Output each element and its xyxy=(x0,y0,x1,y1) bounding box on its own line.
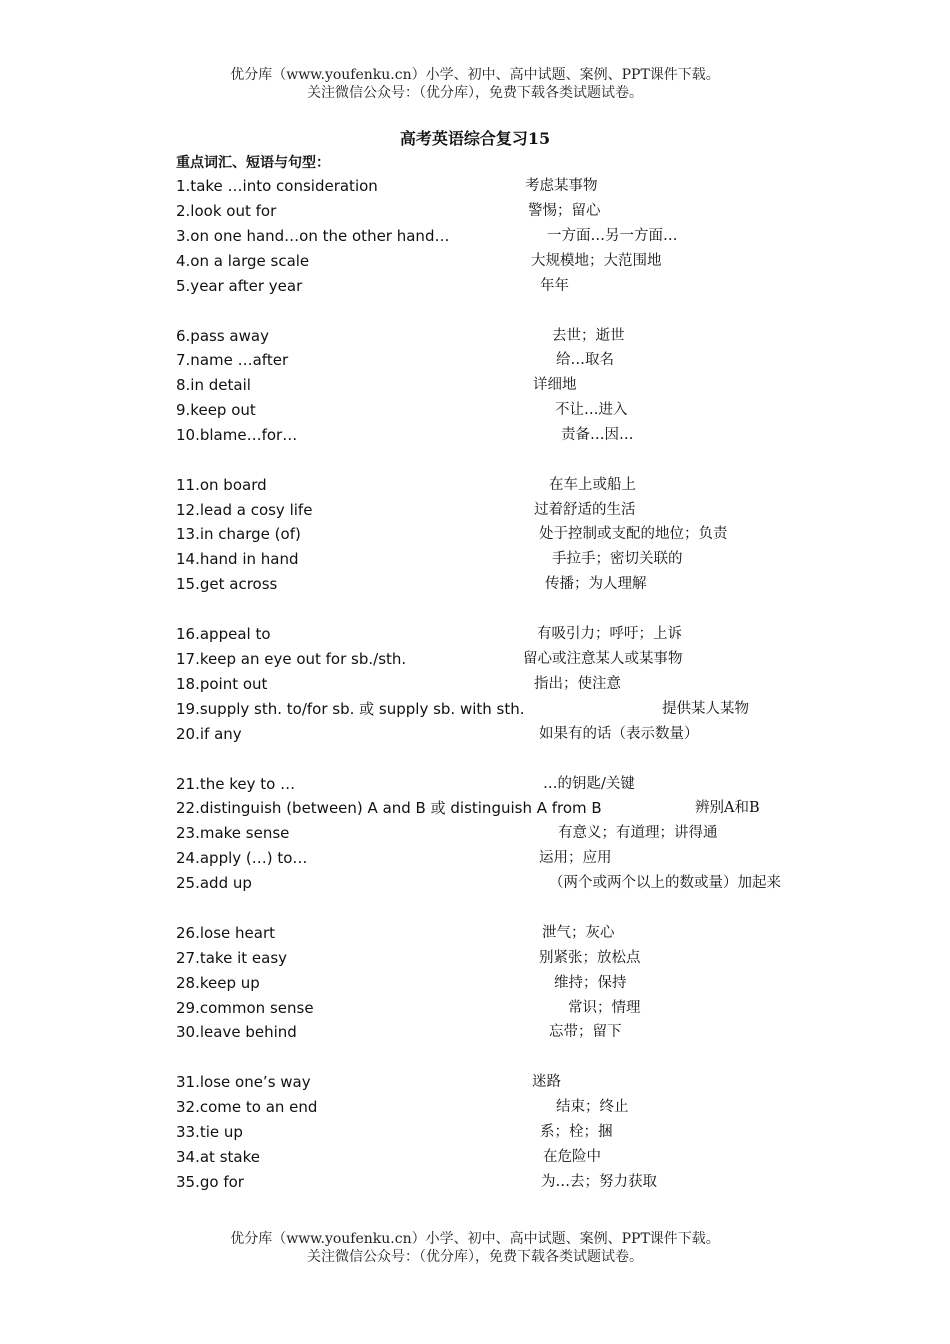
list-item xyxy=(0,326,950,348)
phrase-chinese: 有吸引力；呼吁；上诉 xyxy=(537,626,682,642)
footer-line-1: 优分库（www.youfenku.cn）小学、初中、高中试题、案例、PPT课件下载。 xyxy=(230,1231,720,1247)
phrase-english: 7.name …after xyxy=(176,351,289,369)
phrase-english: 19.supply sth. to/for sb. 或 supply sb. with sth. xyxy=(176,700,525,718)
footer-line-2: 关注微信公众号：（优分库），免费下载各类试题试卷。 xyxy=(307,1249,643,1265)
phrase-english: 5.year after year xyxy=(176,277,303,295)
phrase-english: 16.appeal to xyxy=(176,625,271,643)
phrase-chinese: 在危险中 xyxy=(543,1149,601,1165)
phrase-chinese: 结束；终止 xyxy=(556,1099,629,1115)
phrase-english: 11.on board xyxy=(176,476,267,494)
phrase-english: 22.distinguish (between) A and B 或 distinguish A from B xyxy=(176,799,602,817)
phrase-english: 28.keep up xyxy=(176,974,260,992)
phrase-chinese: 辨别A和B xyxy=(695,800,760,816)
phrase-english: 8.in detail xyxy=(176,376,251,394)
phrase-english: 3.on one hand…on the other hand… xyxy=(176,227,450,245)
list-item xyxy=(0,1172,950,1194)
list-item xyxy=(0,524,950,546)
phrase-english: 6.pass away xyxy=(176,327,269,345)
phrase-chinese: 指出；使注意 xyxy=(534,676,621,692)
phrase-chinese: 有意义；有道理；讲得通 xyxy=(558,825,718,841)
phrase-english: 9.keep out xyxy=(176,401,256,419)
list-item xyxy=(0,674,950,696)
list-item xyxy=(0,649,950,671)
phrase-english: 25.add up xyxy=(176,874,252,892)
phrase-chinese: 大规模地；大范围地 xyxy=(531,253,662,269)
phrase-chinese: 常识；情理 xyxy=(568,1000,641,1016)
list-item xyxy=(0,549,950,571)
phrase-chinese: 过着舒适的生活 xyxy=(534,502,636,518)
list-item xyxy=(0,774,950,796)
phrase-chinese: 一方面…另一方面… xyxy=(547,228,678,244)
document-title: 高考英语综合复习15 xyxy=(399,129,551,148)
section-subtitle: 重点词汇、短语与句型： xyxy=(176,155,330,171)
list-item xyxy=(0,973,950,995)
phrase-chinese: 考虑某事物 xyxy=(525,178,598,194)
phrase-chinese: 手拉手；密切关联的 xyxy=(552,551,683,567)
phrase-chinese: 提供某人某物 xyxy=(662,701,749,717)
phrase-english: 35.go for xyxy=(176,1173,244,1191)
list-item xyxy=(0,1072,950,1094)
list-item xyxy=(0,923,950,945)
phrase-english: 26.lose heart xyxy=(176,924,275,942)
phrase-english: 20.if any xyxy=(176,725,242,743)
list-item xyxy=(0,1022,950,1044)
phrase-english: 30.leave behind xyxy=(176,1023,297,1041)
phrase-chinese: 如果有的话（表示数量） xyxy=(539,726,699,742)
phrase-chinese: 泄气；灰心 xyxy=(542,925,615,941)
phrase-english: 4.on a large scale xyxy=(176,252,310,270)
list-item xyxy=(0,699,950,721)
phrase-chinese: 运用；应用 xyxy=(539,850,612,866)
phrase-chinese: 处于控制或支配的地位；负责 xyxy=(539,526,728,542)
list-item xyxy=(0,1122,950,1144)
list-item xyxy=(0,176,950,198)
phrase-english: 15.get across xyxy=(176,575,278,593)
phrase-english: 34.at stake xyxy=(176,1148,260,1166)
phrase-chinese: 警惕；留心 xyxy=(528,203,601,219)
phrase-chinese: 为…去；努力获取 xyxy=(541,1174,657,1190)
list-item xyxy=(0,1147,950,1169)
list-item xyxy=(0,873,950,895)
phrase-chinese: 去世；逝世 xyxy=(552,328,625,344)
phrase-chinese: （两个或两个以上的数或量）加起来 xyxy=(549,875,781,891)
list-item xyxy=(0,998,950,1020)
list-item xyxy=(0,948,950,970)
phrase-english: 24.apply (…) to… xyxy=(176,849,308,867)
phrase-chinese: 迷路 xyxy=(532,1074,561,1090)
phrase-chinese: 留心或注意某人或某事物 xyxy=(523,651,683,667)
phrase-chinese: 不让…进入 xyxy=(555,402,628,418)
phrase-english: 31.lose one’s way xyxy=(176,1073,311,1091)
list-item xyxy=(0,251,950,273)
list-item xyxy=(0,574,950,596)
list-item xyxy=(0,425,950,447)
header-line-2: 关注微信公众号：（优分库），免费下载各类试题试卷。 xyxy=(307,85,643,101)
list-item xyxy=(0,350,950,372)
list-item xyxy=(0,1097,950,1119)
phrase-english: 10.blame…for… xyxy=(176,426,298,444)
list-item xyxy=(0,724,950,746)
list-item xyxy=(0,624,950,646)
phrase-chinese: 给…取名 xyxy=(556,352,614,368)
phrase-chinese: 责备…因… xyxy=(561,427,634,443)
phrase-english: 32.come to an end xyxy=(176,1098,318,1116)
phrase-chinese: 年年 xyxy=(540,278,569,294)
phrase-english: 17.keep an eye out for sb./sth. xyxy=(176,650,407,668)
list-item xyxy=(0,201,950,223)
phrase-english: 13.in charge (of) xyxy=(176,525,301,543)
phrase-english: 21.the key to … xyxy=(176,775,296,793)
list-item xyxy=(0,798,950,820)
phrase-chinese: 详细地 xyxy=(533,377,577,393)
phrase-english: 14.hand in hand xyxy=(176,550,299,568)
phrase-english: 23.make sense xyxy=(176,824,290,842)
phrase-english: 33.tie up xyxy=(176,1123,243,1141)
list-item xyxy=(0,500,950,522)
page-header xyxy=(0,66,950,102)
list-item xyxy=(0,375,950,397)
phrase-chinese: …的钥匙/关键 xyxy=(543,776,635,792)
phrase-english: 2.look out for xyxy=(176,202,277,220)
list-item xyxy=(0,848,950,870)
header-line-1: 优分库（www.youfenku.cn）小学、初中、高中试题、案例、PPT课件下载。 xyxy=(230,67,720,83)
list-item xyxy=(0,400,950,422)
phrase-english: 27.take it easy xyxy=(176,949,288,967)
list-item xyxy=(0,475,950,497)
phrase-english: 18.point out xyxy=(176,675,268,693)
list-item xyxy=(0,276,950,298)
phrase-english: 1.take …into consideration xyxy=(176,177,378,195)
phrase-chinese: 系；栓；捆 xyxy=(540,1124,613,1140)
phrase-chinese: 在车上或船上 xyxy=(549,477,636,493)
page-footer xyxy=(0,1230,950,1266)
phrase-chinese: 忘带；留下 xyxy=(549,1024,622,1040)
phrase-chinese: 传播；为人理解 xyxy=(545,576,647,592)
phrase-chinese: 别紧张；放松点 xyxy=(539,950,641,966)
phrase-english: 12.lead a cosy life xyxy=(176,501,313,519)
phrase-chinese: 维持；保持 xyxy=(554,975,627,991)
list-item xyxy=(0,226,950,248)
list-item xyxy=(0,823,950,845)
phrase-english: 29.common sense xyxy=(176,999,314,1017)
